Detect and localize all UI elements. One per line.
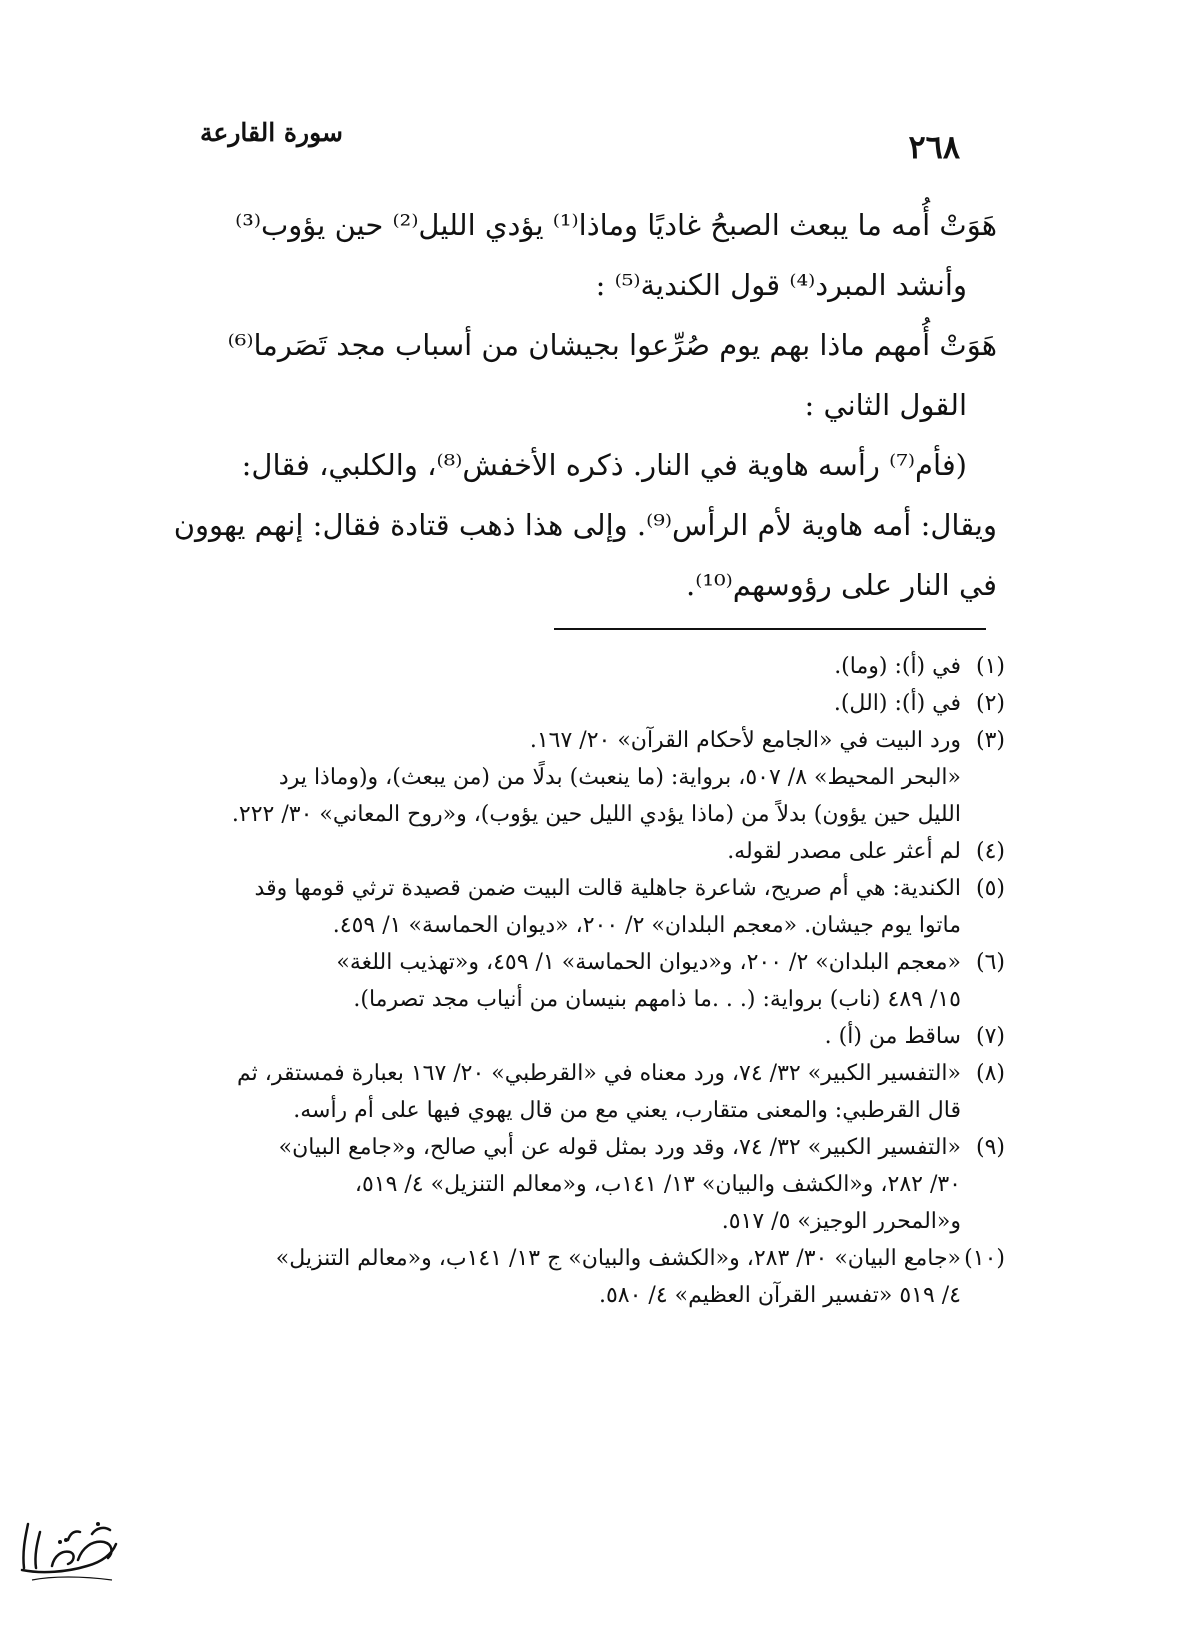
footnote <box>140 685 1005 722</box>
footnote <box>140 1055 1005 1129</box>
poem-verse-2: هَوَتْ أُمهم ماذا بهم يوم صُرِّعوا بجيشان من أسباب مجد تَصَرما⁽⁶⁾ <box>227 328 997 362</box>
footnote <box>140 1240 1005 1314</box>
footnote-text <box>140 648 961 685</box>
footnote-number: (٧) <box>975 1024 1005 1049</box>
text-line: (فأم⁽⁷⁾ رأسه هاوية في النار. ذكره الأخفش⁽⁸⁾، والكلبي، فقال: <box>241 448 967 482</box>
footnote <box>140 1129 1005 1240</box>
footnotes <box>140 648 1005 1314</box>
footnote-number: (٨) <box>975 1061 1005 1086</box>
poem-verse-1: هَوَتْ أُمه ما يبعث الصبحُ غاديًا وماذا⁽¹⁾ يؤدي الليل⁽²⁾ حين يؤوب⁽³⁾ <box>235 208 997 242</box>
footnote-number: (٤) <box>975 839 1005 864</box>
text-line: في النار على رؤوسهم⁽¹⁰⁾. <box>686 568 997 602</box>
footnote-line: «البحر المحيط» ٨/ ٥٠٧، برواية: (ما ينعبث) بدلًا من (من يبعث)، و(وماذا يرد <box>278 765 961 790</box>
footnote-number: (٦) <box>975 950 1005 975</box>
footnote-text <box>140 685 961 722</box>
publisher-seal-logo <box>12 1510 132 1590</box>
footnote <box>140 722 1005 833</box>
footnote-text <box>140 1055 961 1129</box>
running-title: سورة القارعة <box>200 118 343 147</box>
footnote-line: ٤/ ٥١٩ «تفسير القرآن العظيم» ٤/ ٥٨٠. <box>598 1283 961 1308</box>
main-text <box>148 195 997 615</box>
text-line: ويقال: أمه هاوية لأم الرأس⁽⁹⁾. وإلى هذا ذهب قتادة فقال: إنهم يهوون <box>173 508 997 542</box>
footnote-text <box>140 722 961 833</box>
page-header <box>200 118 960 178</box>
footnote-line: ساقط من (أ) . <box>824 1024 961 1049</box>
footnote-number: (٥) <box>975 876 1005 901</box>
footnote-text <box>140 870 961 944</box>
footnote <box>140 870 1005 944</box>
page-number: ٢٦٨ <box>908 128 960 166</box>
footnote-line: ماتوا يوم جيشان. «معجم البلدان» ٢/ ٢٠٠، «ديوان الحماسة» ١/ ٤٥٩. <box>332 913 961 938</box>
footnote-line: لم أعثر على مصدر لقوله. <box>727 839 961 864</box>
footnote-line: ورد البيت في «الجامع لأحكام القرآن» ٢٠/ ١٦٧. <box>529 728 961 753</box>
footnote-line: في (أ): (الل). <box>833 691 961 716</box>
footnote-text <box>140 1018 961 1055</box>
footnote-line: الكندية: هي أم صريح، شاعرة جاهلية قالت البيت ضمن قصيدة ترثي قومها وقد <box>254 876 961 901</box>
footnote-line: و«المحرر الوجيز» ٥/ ٥١٧. <box>721 1209 961 1234</box>
footnote-line: ١٥/ ٤٨٩ (ناب) برواية: (. . .ما ذامهم بنيسان من أنياب مجد تصرما). <box>353 987 961 1012</box>
footnote-number: (٢) <box>975 691 1005 716</box>
footnote-text <box>140 944 961 1018</box>
footnote-line: قال القرطبي: والمعنى متقارب، يعني مع من قال يهوي فيها على أم رأسه. <box>293 1098 961 1123</box>
footnote <box>140 833 1005 870</box>
footnote-number: (١) <box>975 654 1005 679</box>
footnote-line: «معجم البلدان» ٢/ ٢٠٠، و«ديوان الحماسة» ١/ ٤٥٩، و«تهذيب اللغة» <box>336 950 961 975</box>
footnote <box>140 648 1005 685</box>
text-line: وأنشد المبرد⁽⁴⁾ قول الكندية⁽⁵⁾ : <box>595 268 967 302</box>
footnote-line: «التفسير الكبير» ٣٢/ ٧٤، وقد ورد بمثل قوله عن أبي صالح، و«جامع البيان» <box>278 1135 961 1160</box>
footnote <box>140 944 1005 1018</box>
section-heading: القول الثاني : <box>804 388 967 422</box>
footnote-line: «التفسير الكبير» ٣٢/ ٧٤، ورد معناه في «القرطبي» ٢٠/ ١٦٧ بعبارة فمستقر، ثم <box>236 1061 961 1086</box>
footnote-line: ٣٠/ ٢٨٢، و«الكشف والبيان» ١٣/ ١٤١ب، و«معالم التنزيل» ٤/ ٥١٩، <box>354 1172 961 1197</box>
footnote-separator <box>554 628 986 630</box>
footnote-number: (٩) <box>975 1135 1005 1160</box>
footnote-number: (٣) <box>975 728 1005 753</box>
footnote-text <box>140 833 961 870</box>
footnote-line: الليل حين يؤون) بدلاً من (ماذا يؤدي الليل حين يؤوب)، و«روح المعاني» ٣٠/ ٢٢٢. <box>231 802 961 827</box>
footnote <box>140 1018 1005 1055</box>
footnote-line: «جامع البيان» ٣٠/ ٢٨٣، و«الكشف والبيان» ج ١٣/ ١٤١ب، و«معالم التنزيل» <box>275 1246 961 1271</box>
footnote-text <box>140 1129 961 1240</box>
footnote-line: في (أ): (وما). <box>834 654 961 679</box>
footnote-text <box>140 1240 961 1314</box>
footnote-number: (١٠) <box>964 1246 1005 1271</box>
